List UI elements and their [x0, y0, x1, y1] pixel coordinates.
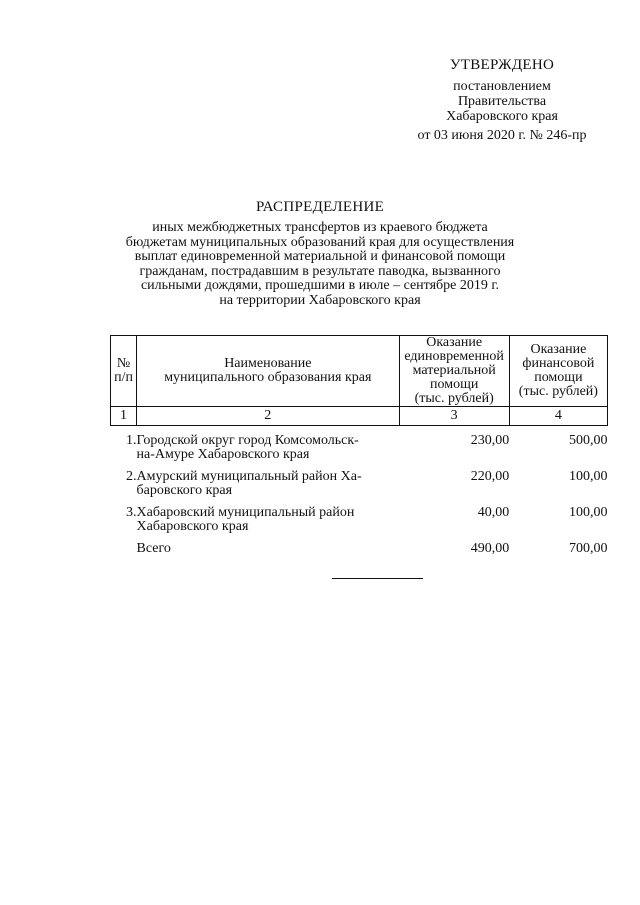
- header-text: п/п: [114, 370, 133, 385]
- header-text: Оказание: [530, 342, 587, 357]
- subtitle-line: гражданам, пострадавшим в результате паводка, вызванного: [139, 263, 501, 279]
- total-financial-aid: 700,00: [569, 541, 608, 556]
- approval-heading: УТВЕРЖДЕНО: [449, 57, 555, 73]
- total-row: [111, 542, 608, 564]
- municipality-name: [137, 470, 400, 506]
- name-line: Городской округ город Комсомольск-: [136, 433, 359, 448]
- distribution-table: [110, 335, 608, 564]
- table-row: [111, 434, 608, 470]
- name-line: на-Амуре Хабаровского края: [136, 447, 310, 462]
- header-text: Наименование: [224, 356, 312, 371]
- column-number: 4: [509, 407, 607, 426]
- approval-line-2: Правительства: [457, 94, 547, 109]
- subtitle-line: выплат единовременной материальной и финансовой помощи: [134, 249, 506, 264]
- subtitle-line: бюджетам муниципальных образований края для осуществления: [125, 234, 515, 250]
- header-name: [137, 336, 400, 407]
- total-material-aid: 490,00: [470, 541, 510, 556]
- column-number-row: [111, 407, 608, 426]
- name-line: Амурский муниципальный район Ха-: [136, 469, 362, 484]
- financial-aid-value: 500,00: [569, 433, 608, 448]
- column-number: 2: [137, 407, 400, 426]
- subtitle-line: сильными дождями, прошедшими в июле – сентябре 2019 г.: [140, 278, 500, 293]
- total-number-cell: [111, 542, 137, 564]
- financial-aid-value: 100,00: [569, 505, 608, 520]
- table-header-row: [111, 336, 608, 407]
- end-divider: [332, 578, 423, 579]
- financial-aid-value: 100,00: [569, 469, 608, 484]
- name-line: Хабаровского края: [136, 519, 249, 534]
- header-material-aid: [399, 336, 509, 407]
- header-text: Оказание: [426, 335, 483, 350]
- column-number: 1: [111, 407, 137, 426]
- column-number: 3: [399, 407, 509, 426]
- approval-line-3: Хабаровского края: [446, 109, 558, 124]
- header-text: помощи: [429, 377, 479, 392]
- header-text: (тыс. рублей): [518, 384, 598, 399]
- document-title: РАСПРЕДЕЛЕНИЕ: [255, 199, 385, 215]
- table-row: [111, 506, 608, 542]
- municipality-name: [137, 434, 400, 470]
- header-text: единовременной: [404, 349, 504, 364]
- material-aid-value: 230,00: [470, 433, 510, 448]
- header-text: финансовой: [522, 356, 595, 371]
- name-line: Хабаровский муниципальный район: [136, 505, 355, 520]
- name-line: баровского края: [136, 483, 233, 498]
- row-number: 1.: [126, 433, 137, 448]
- municipality-name: [137, 506, 400, 542]
- row-number: 2.: [126, 469, 137, 484]
- header-financial-aid: [509, 336, 607, 407]
- total-label: Всего: [136, 541, 171, 556]
- header-text: муниципального образования края: [164, 370, 372, 385]
- subtitle-line: иных межбюджетных трансфертов из краевого бюджета: [152, 220, 488, 235]
- header-text: помощи: [534, 370, 583, 385]
- header-num: [111, 336, 137, 407]
- subtitle-line: на территории Хабаровского края: [219, 292, 421, 308]
- material-aid-value: 220,00: [470, 469, 510, 484]
- header-text: №: [116, 356, 131, 371]
- header-text: материальной: [412, 363, 496, 378]
- document-subtitle: [90, 221, 550, 308]
- material-aid-value: 40,00: [477, 505, 510, 520]
- approval-date: от 03 июня 2020 г. № 246-пр: [417, 128, 587, 143]
- approval-block: [404, 58, 600, 143]
- approval-line-1: постановлением: [453, 79, 551, 94]
- header-text: (тыс. рублей): [414, 391, 494, 406]
- table-row: [111, 470, 608, 506]
- row-number: 3.: [126, 505, 137, 520]
